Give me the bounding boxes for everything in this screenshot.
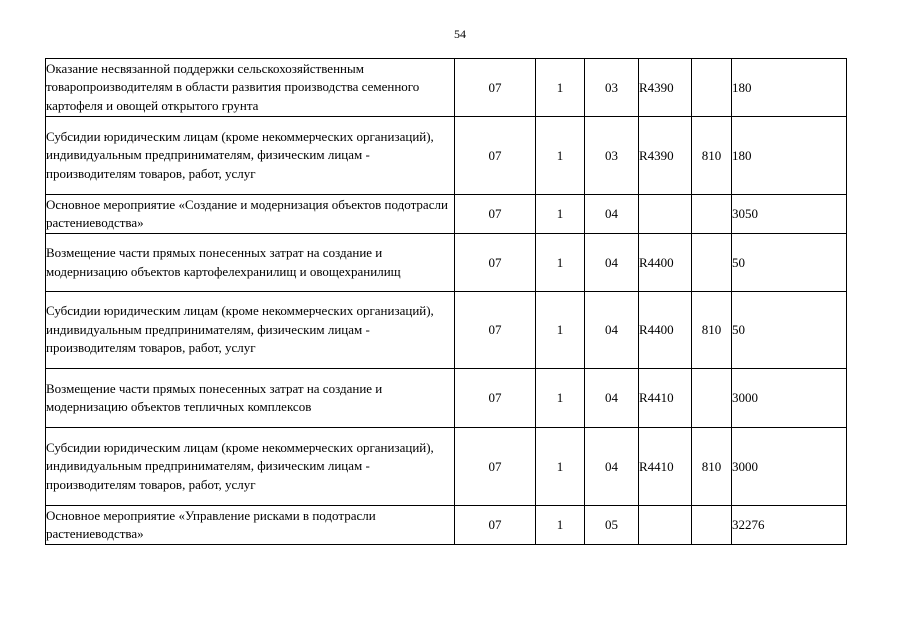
program-code: 1: [536, 234, 585, 292]
target-article-code: [639, 195, 692, 234]
ministry-code: 07: [455, 234, 536, 292]
target-article-code: R4390: [639, 117, 692, 195]
page-number: 54: [454, 27, 466, 41]
subprogram-code: 03: [585, 117, 639, 195]
row-name: Оказание несвязанной поддержки сельскохозяйственным товаропроизводителям в области развития производства семенного картофеля и овощей открытого грунта: [46, 59, 455, 117]
row-name: Субсидии юридическим лицам (кроме некоммерческих организаций), индивидуальным предпринимателям, физическим лицам - производителям товаров, работ, услуг: [46, 117, 455, 195]
amount: 3000: [732, 369, 847, 428]
row-name: Возмещение части прямых понесенных затрат на создание и модернизацию объектов тепличных комплексов: [46, 369, 455, 428]
row-name: Субсидии юридическим лицам (кроме некоммерческих организаций), индивидуальным предпринимателям, физическим лицам - производителям товаров, работ, услуг: [46, 428, 455, 506]
expense-type-code: [692, 59, 732, 117]
amount: 50: [732, 234, 847, 292]
expense-type-code: [692, 506, 732, 545]
subprogram-code: 04: [585, 428, 639, 506]
table-row: [46, 195, 847, 234]
ministry-code: 07: [455, 59, 536, 117]
table-row: [46, 117, 847, 195]
program-code: 1: [536, 292, 585, 369]
subprogram-code: 04: [585, 195, 639, 234]
table-row: [46, 369, 847, 428]
amount: 32276: [732, 506, 847, 545]
expense-type-code: [692, 369, 732, 428]
subprogram-code: 05: [585, 506, 639, 545]
table-row: [46, 292, 847, 369]
target-article-code: R4410: [639, 369, 692, 428]
expense-type-code: [692, 195, 732, 234]
ministry-code: 07: [455, 195, 536, 234]
table-row: [46, 234, 847, 292]
row-name: Основное мероприятие «Создание и модернизация объектов подотрасли растениеводства»: [46, 195, 455, 234]
subprogram-code: 03: [585, 59, 639, 117]
program-code: 1: [536, 59, 585, 117]
table-row: [46, 428, 847, 506]
program-code: 1: [536, 506, 585, 545]
subprogram-code: 04: [585, 234, 639, 292]
target-article-code: R4410: [639, 428, 692, 506]
table-row: [46, 506, 847, 545]
amount: 180: [732, 117, 847, 195]
amount: 3000: [732, 428, 847, 506]
amount: 180: [732, 59, 847, 117]
row-name: Возмещение части прямых понесенных затрат на создание и модернизацию объектов картофелехранилищ и овощехранилищ: [46, 234, 455, 292]
ministry-code: 07: [455, 428, 536, 506]
target-article-code: R4400: [639, 234, 692, 292]
program-code: 1: [536, 195, 585, 234]
ministry-code: 07: [455, 506, 536, 545]
program-code: 1: [536, 117, 585, 195]
target-article-code: [639, 506, 692, 545]
ministry-code: 07: [455, 292, 536, 369]
expense-type-code: [692, 234, 732, 292]
subprogram-code: 04: [585, 369, 639, 428]
expense-type-code: 810: [692, 428, 732, 506]
amount: 3050: [732, 195, 847, 234]
target-article-code: R4390: [639, 59, 692, 117]
ministry-code: 07: [455, 369, 536, 428]
ministry-code: 07: [455, 117, 536, 195]
program-code: 1: [536, 428, 585, 506]
row-name: Основное мероприятие «Управление рисками в подотрасли растениеводства»: [46, 506, 455, 545]
program-code: 1: [536, 369, 585, 428]
budget-table: [45, 58, 847, 545]
expense-type-code: 810: [692, 292, 732, 369]
expense-type-code: 810: [692, 117, 732, 195]
amount: 50: [732, 292, 847, 369]
subprogram-code: 04: [585, 292, 639, 369]
target-article-code: R4400: [639, 292, 692, 369]
row-name: Субсидии юридическим лицам (кроме некоммерческих организаций), индивидуальным предпринимателям, физическим лицам - производителям товаров, работ, услуг: [46, 292, 455, 369]
table-row: [46, 59, 847, 117]
